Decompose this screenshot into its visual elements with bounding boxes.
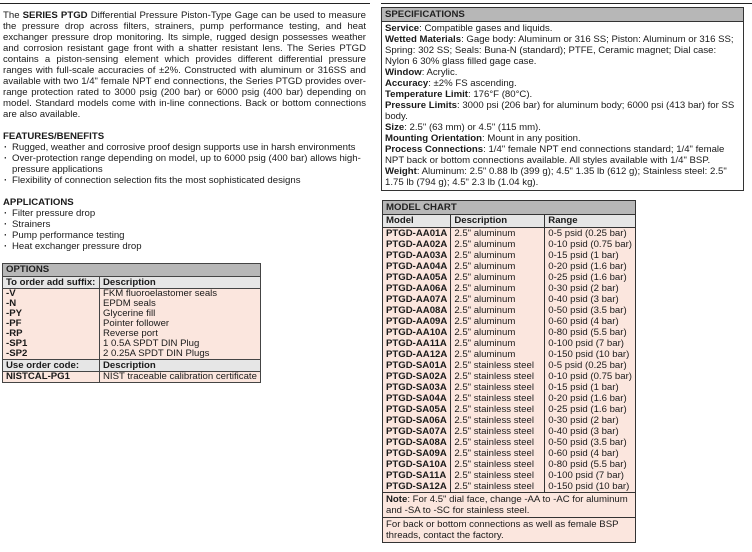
model-code: PTGD-SA07A: [383, 426, 451, 437]
model-description: 2.5" stainless steel: [451, 481, 545, 492]
spec-item: [385, 89, 740, 100]
model-description: 2.5" aluminum: [451, 272, 545, 283]
model-description: 2.5" stainless steel: [451, 371, 545, 382]
model-range: 0-50 psid (3.5 bar): [545, 437, 635, 448]
options-col-order-code: Use order code:: [3, 360, 100, 372]
model-range: 0-40 psid (3 bar): [545, 294, 635, 305]
option-code: -SP2: [3, 349, 100, 360]
spec-label: Window: [385, 67, 422, 78]
model-code: PTGD-AA12A: [383, 349, 451, 360]
model-range: 0-80 psid (5.5 bar): [545, 459, 635, 470]
model-description: 2.5" stainless steel: [451, 470, 545, 481]
applications-list: [3, 208, 368, 252]
model-row: [383, 349, 635, 360]
spec-label: Pressure Limits: [385, 100, 457, 111]
options-col-suffix: To order add suffix:: [3, 277, 100, 289]
model-description: 2.5" stainless steel: [451, 437, 545, 448]
option-desc: 2 0.25A SPDT DIN Plugs: [100, 349, 261, 360]
option-code: -RP: [3, 329, 100, 339]
spec-item: [385, 78, 740, 89]
model-row: [383, 393, 635, 404]
option-code: -PY: [3, 309, 100, 319]
model-description: 2.5" stainless steel: [451, 393, 545, 404]
intro-text: Differential Pressure Piston-Type Gage can be used to measure the pressure drop across filters, strainers, pump performance testing, and heat exchanger pressure drop monitoring. Its simple, rugged design possesses weather and corrosion resistant gage front with a shatter resistant lens. The Series PTGD contains a piston-sensing element which provides different differential pressure ranges with full-scale accuracies of ±2%. Constructed with aluminum or 316SS and available with two 1/4" female NPT end connections, the Series PTGD provides over-range protection rated to 3000 psig (200 bar) or 6000 psig (400 bar) depending on model. Standard models come with in-line connections. Back or bottom connections are also available.: [3, 10, 366, 120]
model-col-range: Range: [545, 215, 635, 228]
option-desc: 1 0.5A SPDT DIN Plug: [100, 339, 261, 349]
model-row: [383, 404, 635, 415]
model-description: 2.5" aluminum: [451, 261, 545, 272]
model-range: 0-5 psid (0.25 bar): [545, 360, 635, 371]
options-col-description-2: Description: [100, 360, 261, 372]
model-range: 0-10 psid (0.75 bar): [545, 239, 635, 250]
model-code: PTGD-SA04A: [383, 393, 451, 404]
spec-item: [385, 133, 740, 144]
model-range: 0-20 psid (1.6 bar): [545, 393, 635, 404]
option-code: -V: [3, 289, 100, 300]
spec-value: : ±2% FS ascending.: [428, 78, 517, 89]
spec-value: : 176°F (80°C).: [468, 89, 533, 100]
model-rows: [383, 228, 635, 493]
model-chart-table: [383, 215, 635, 492]
model-code: PTGD-AA08A: [383, 305, 451, 316]
model-range: 0-30 psid (2 bar): [545, 415, 635, 426]
model-row: [383, 305, 635, 316]
model-row: [383, 481, 635, 492]
spec-item: [385, 23, 740, 34]
model-code: PTGD-SA10A: [383, 459, 451, 470]
spec-label: Process Connections: [385, 144, 484, 155]
option-code: -PF: [3, 319, 100, 329]
applications-title: APPLICATIONS: [3, 197, 74, 208]
model-range: 0-150 psid (10 bar): [545, 349, 635, 360]
model-code: PTGD-AA01A: [383, 228, 451, 240]
model-range: 0-15 psid (1 bar): [545, 250, 635, 261]
model-code: PTGD-AA06A: [383, 283, 451, 294]
spec-label: Mounting Orientation: [385, 133, 482, 144]
model-row: [383, 338, 635, 349]
model-code: PTGD-SA05A: [383, 404, 451, 415]
spec-label: Wetted Materials: [385, 34, 462, 45]
option-desc: Reverse port: [100, 329, 261, 339]
intro-paragraph: [3, 10, 366, 120]
model-range: 0-10 psid (0.75 bar): [545, 371, 635, 382]
top-rule-left: [0, 3, 370, 4]
options-col-description: Description: [100, 277, 261, 289]
model-code: PTGD-AA11A: [383, 338, 451, 349]
spec-value: : Compatible gases and liquids.: [419, 23, 553, 34]
option-desc: Pointer follower: [100, 319, 261, 329]
spec-value: : Acrylic.: [421, 67, 458, 78]
options-table: [2, 263, 261, 383]
model-range: 0-40 psid (3 bar): [545, 426, 635, 437]
options-row: [3, 349, 261, 360]
model-description: 2.5" stainless steel: [451, 360, 545, 371]
model-code: PTGD-SA12A: [383, 481, 451, 492]
note-text: : For 4.5" dial face, change -AA to -AC for aluminum and -SA to -SC for stainless steel.: [386, 494, 628, 516]
spec-item: [385, 34, 740, 67]
model-code: PTGD-SA01A: [383, 360, 451, 371]
model-code: PTGD-SA02A: [383, 371, 451, 382]
model-row: [383, 415, 635, 426]
model-code: PTGD-AA10A: [383, 327, 451, 338]
model-row: [383, 272, 635, 283]
model-range: 0-60 psid (4 bar): [545, 316, 635, 327]
model-row: [383, 327, 635, 338]
specifications-box: [381, 7, 744, 191]
model-range: 0-150 psid (10 bar): [545, 481, 635, 492]
spec-label: Size: [385, 122, 405, 133]
model-row: [383, 371, 635, 382]
specifications-body: [382, 22, 743, 190]
spec-value: : 2.5" (63 mm) or 4.5" (115 mm).: [404, 122, 541, 133]
model-row: [383, 459, 635, 470]
spec-item: [385, 122, 740, 133]
model-code: PTGD-SA03A: [383, 382, 451, 393]
model-range: 0-5 psid (0.25 bar): [545, 228, 635, 240]
model-chart-title: MODEL CHART: [383, 201, 635, 215]
model-row: [383, 437, 635, 448]
application-item: · Strainers: [3, 219, 368, 230]
model-row: [383, 448, 635, 459]
model-row: [383, 316, 635, 327]
model-description: 2.5" aluminum: [451, 283, 545, 294]
model-range: 0-15 psid (1 bar): [545, 382, 635, 393]
model-row: [383, 426, 635, 437]
feature-item: · Flexibility of connection selection fits the most sophisticated designs: [3, 175, 368, 186]
model-range: 0-80 psid (5.5 bar): [545, 327, 635, 338]
model-range: 0-20 psid (1.6 bar): [545, 261, 635, 272]
model-code: PTGD-AA02A: [383, 239, 451, 250]
model-description: 2.5" aluminum: [451, 338, 545, 349]
option-desc: EPDM seals: [100, 299, 261, 309]
option-code: -SP1: [3, 339, 100, 349]
model-code: PTGD-SA06A: [383, 415, 451, 426]
model-range: 0-60 psid (4 bar): [545, 448, 635, 459]
spec-value: : Gage body: Aluminum or 316 SS; Piston: Aluminum or 316 SS; Spring: 302 SS; Seals: Buna-N (standard); PTFE, Ceramic magnet; Dial case: Nylon 6 30% glass filled gage case.: [385, 34, 734, 67]
model-range: 0-100 psid (7 bar): [545, 470, 635, 481]
model-row: [383, 382, 635, 393]
model-code: PTGD-SA11A: [383, 470, 451, 481]
application-item: · Pump performance testing: [3, 230, 368, 241]
model-note-2: For back or bottom connections as well as female BSP threads, contact the factory.: [383, 517, 635, 542]
options-title: OPTIONS: [3, 264, 261, 277]
model-description: 2.5" aluminum: [451, 250, 545, 261]
model-row: [383, 228, 635, 240]
model-range: 0-25 psid (1.6 bar): [545, 404, 635, 415]
model-description: 2.5" aluminum: [451, 327, 545, 338]
model-description: 2.5" aluminum: [451, 349, 545, 360]
model-description: 2.5" stainless steel: [451, 459, 545, 470]
option-desc: NIST traceable calibration certificate: [100, 372, 261, 383]
specifications-title: SPECIFICATIONS: [382, 8, 743, 22]
model-row: [383, 283, 635, 294]
spec-item: [385, 144, 740, 166]
model-range: 0-100 psid (7 bar): [545, 338, 635, 349]
model-description: 2.5" aluminum: [451, 239, 545, 250]
model-col-model: Model: [383, 215, 451, 228]
model-description: 2.5" aluminum: [451, 316, 545, 327]
model-description: 2.5" stainless steel: [451, 404, 545, 415]
top-rule-right: [381, 3, 752, 4]
feature-item: · Rugged, weather and corrosive proof design supports use in harsh environments: [3, 142, 368, 153]
options-row: [3, 372, 261, 383]
spec-label: Service: [385, 23, 420, 34]
model-chart: [382, 200, 636, 543]
spec-value: : 1/4" female NPT end connections standard; 1/4" female NPT back or bottom connections available. All styles available with 1/4" BSP.: [385, 144, 725, 166]
spec-label: Accuracy: [385, 78, 429, 89]
intro-prefix: The: [3, 10, 23, 21]
spec-label: Temperature Limit: [385, 89, 468, 100]
model-row: [383, 239, 635, 250]
option-code: -N: [3, 299, 100, 309]
model-row: [383, 250, 635, 261]
model-code: PTGD-AA09A: [383, 316, 451, 327]
model-code: PTGD-SA08A: [383, 437, 451, 448]
features-title: FEATURES/BENEFITS: [3, 131, 105, 142]
model-note: [383, 492, 635, 517]
feature-item: · Over-protection range depending on model, up to 6000 psig (400 bar) allows high-pressure applications: [3, 153, 368, 175]
option-desc: Glycerine fill: [100, 309, 261, 319]
spec-value: : Mount in any position.: [482, 133, 581, 144]
model-row: [383, 294, 635, 305]
spec-value: : Aluminum: 2.5" 0.88 lb (399 g); 4.5" 1.35 lb (612 g); Stainless steel: 2.5" 1.75 lb (794 g); 4.5" 2.3 lb (1.04 kg).: [385, 166, 727, 188]
option-code: NISTCAL-PG1: [3, 372, 100, 383]
spec-value: : 3000 psi (206 bar) for aluminum body; 6000 psi (413 bar) for SS body.: [385, 100, 735, 122]
spec-item: [385, 67, 740, 78]
model-range: 0-50 psid (3.5 bar): [545, 305, 635, 316]
features-list: [3, 142, 368, 186]
model-range: 0-30 psid (2 bar): [545, 283, 635, 294]
model-row: [383, 470, 635, 481]
model-row: [383, 360, 635, 371]
model-code: PTGD-AA04A: [383, 261, 451, 272]
spec-item: [385, 166, 740, 188]
model-description: 2.5" aluminum: [451, 305, 545, 316]
model-range: 0-25 psid (1.6 bar): [545, 272, 635, 283]
applications-section: [3, 197, 368, 252]
spec-label: Weight: [385, 166, 417, 177]
series-name: SERIES PTGD: [22, 10, 88, 21]
model-description: 2.5" stainless steel: [451, 415, 545, 426]
model-col-description: Description: [451, 215, 545, 228]
model-description: 2.5" stainless steel: [451, 448, 545, 459]
model-code: PTGD-SA09A: [383, 448, 451, 459]
spec-item: [385, 100, 740, 122]
model-code: PTGD-AA03A: [383, 250, 451, 261]
model-description: 2.5" stainless steel: [451, 426, 545, 437]
note-label: Note: [386, 494, 408, 505]
application-item: · Filter pressure drop: [3, 208, 368, 219]
model-description: 2.5" aluminum: [451, 294, 545, 305]
features-section: [3, 131, 368, 186]
application-item: · Heat exchanger pressure drop: [3, 241, 368, 252]
model-row: [383, 261, 635, 272]
option-desc: FKM fluoroelastomer seals: [100, 289, 261, 300]
model-description: 2.5" aluminum: [451, 228, 545, 240]
model-description: 2.5" stainless steel: [451, 382, 545, 393]
model-code: PTGD-AA07A: [383, 294, 451, 305]
model-code: PTGD-AA05A: [383, 272, 451, 283]
